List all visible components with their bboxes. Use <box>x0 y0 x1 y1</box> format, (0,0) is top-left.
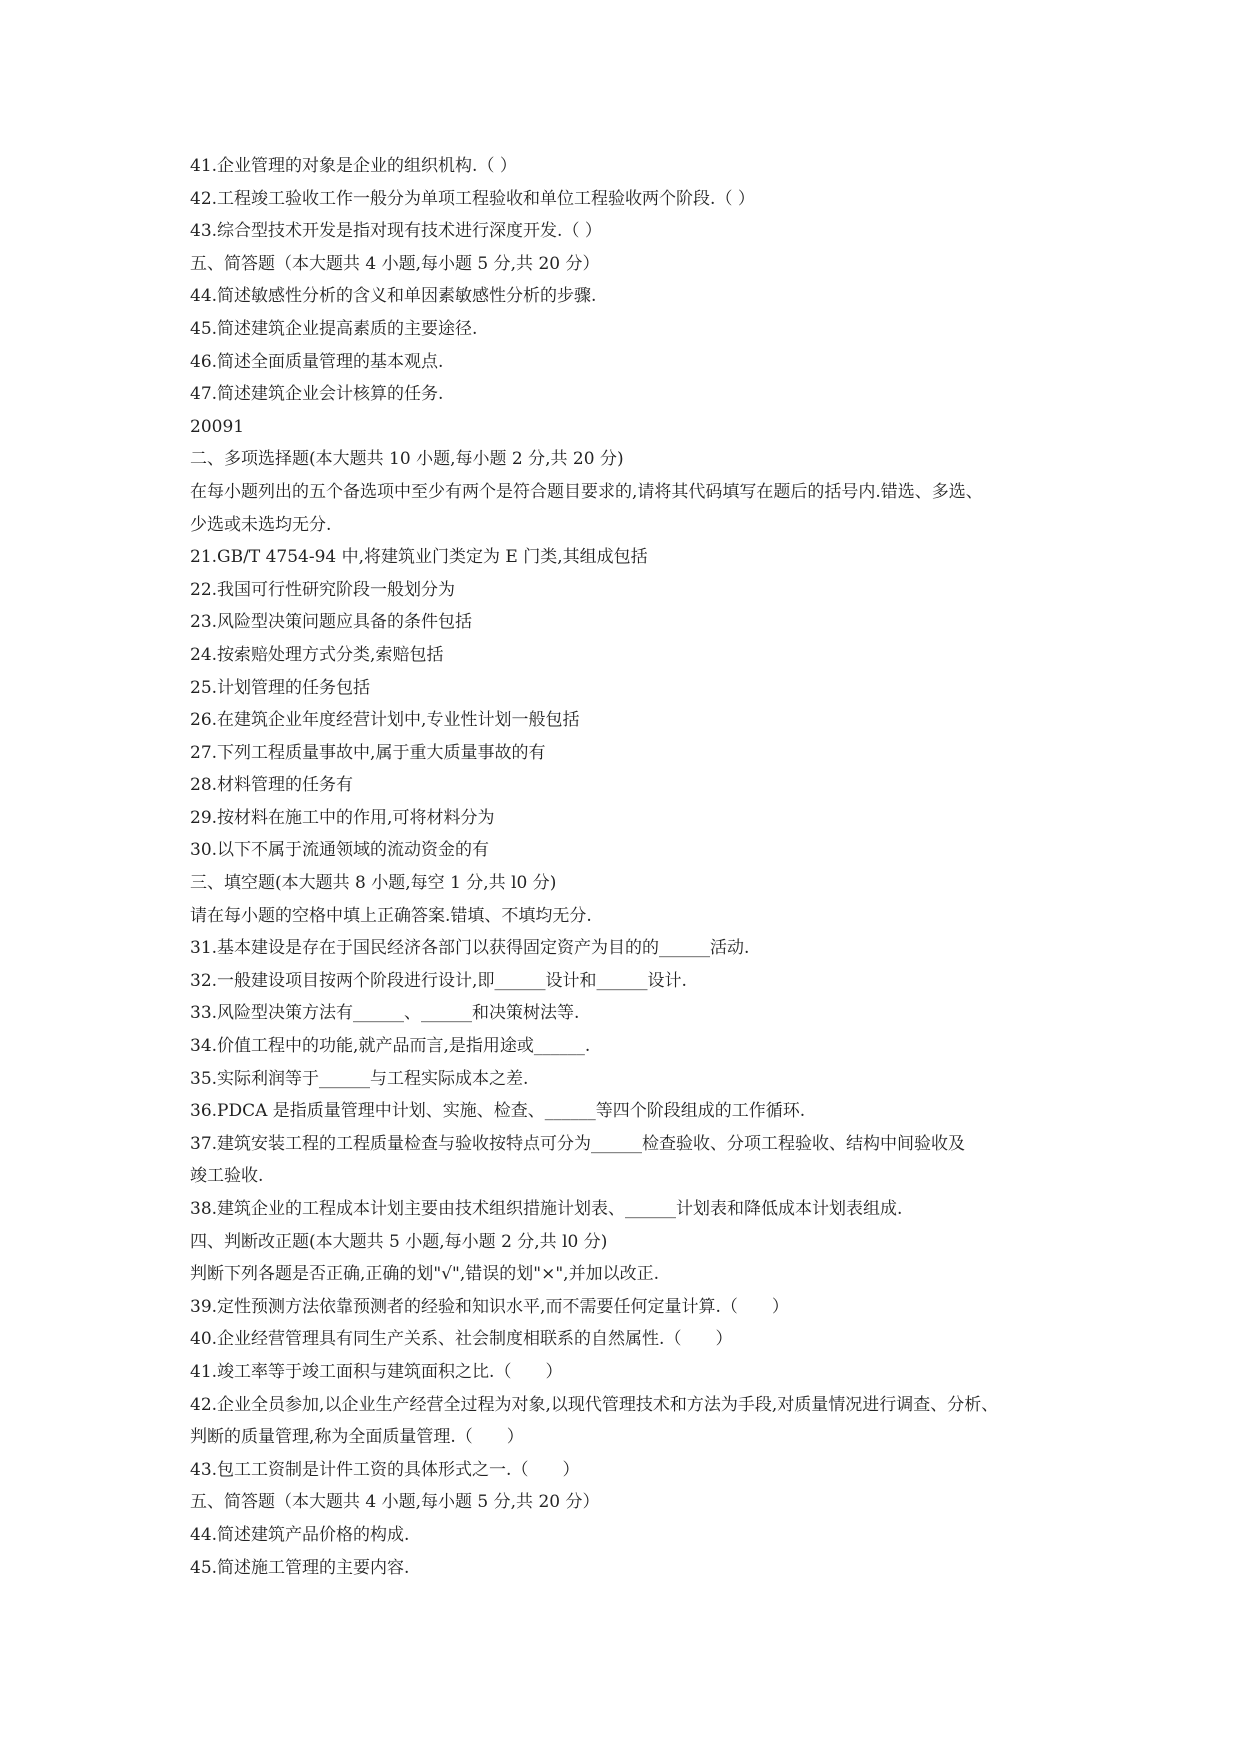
text-line: 31.基本建设是存在于国民经济各部门以获得固定资产为目的的______活动. <box>190 938 750 959</box>
text-line: 44.简述敏感性分析的含义和单因素敏感性分析的步骤. <box>190 286 597 307</box>
text-line: 判断的质量管理,称为全面质量管理.（ ） <box>190 1427 524 1448</box>
text-line: 33.风险型决策方法有______、______和决策树法等. <box>190 1003 580 1024</box>
text-line: 36.PDCA 是指质量管理中计划、实施、检查、______等四个阶段组成的工作循环. <box>190 1101 806 1122</box>
text-line: 21.GB/T 4754-94 中,将建筑业门类定为 E 门类,其组成包括 <box>190 547 648 568</box>
text-line: 46.简述全面质量管理的基本观点. <box>190 351 444 372</box>
text-line: 23.风险型决策问题应具备的条件包括 <box>190 612 473 633</box>
section-instruction: 判断下列各题是否正确,正确的划"√",错误的划"×",并加以改正. <box>190 1264 659 1285</box>
text-line: 竣工验收. <box>190 1166 264 1187</box>
text-line: 43.包工工资制是计件工资的具体形式之一.（ ） <box>190 1459 580 1480</box>
text-line: 29.按材料在施工中的作用,可将材料分为 <box>190 807 495 828</box>
text-line: 42.企业全员参加,以企业生产经营全过程为对象,以现代管理技术和方法为手段,对质量情况进行调查、分析、 <box>190 1394 999 1415</box>
section-instruction: 请在每小题的空格中填上正确答案.错填、不填均无分. <box>190 905 592 926</box>
section-heading: 四、判断改正题(本大题共 5 小题,每小题 2 分,共 l0 分) <box>190 1231 608 1252</box>
text-line: 34.价值工程中的功能,就产品而言,是指用途或______. <box>190 1036 591 1057</box>
text-line: 26.在建筑企业年度经营计划中,专业性计划一般包括 <box>190 710 580 731</box>
exam-code: 20091 <box>190 416 245 437</box>
text-line: 28.材料管理的任务有 <box>190 775 354 796</box>
text-line: 41.竣工率等于竣工面积与建筑面积之比.（ ） <box>190 1361 563 1382</box>
document-page <box>190 150 1070 1584</box>
section-heading: 五、简答题（本大题共 4 小题,每小题 5 分,共 20 分） <box>190 253 600 274</box>
text-line: 42.工程竣工验收工作一般分为单项工程验收和单位工程验收两个阶段.（ ） <box>190 188 755 209</box>
text-line: 25.计划管理的任务包括 <box>190 677 371 698</box>
text-line: 37.建筑安装工程的工程质量检查与验收按特点可分为______检查验收、分项工程验收、结构中间验收及 <box>190 1133 966 1154</box>
text-line: 22.我国可行性研究阶段一般划分为 <box>190 579 456 600</box>
text-line: 43.综合型技术开发是指对现有技术进行深度开发.（ ） <box>190 221 602 242</box>
section-heading: 五、简答题（本大题共 4 小题,每小题 5 分,共 20 分） <box>190 1492 600 1513</box>
text-line: 44.简述建筑产品价格的构成. <box>190 1524 410 1545</box>
section-instruction: 少选或未选均无分. <box>190 514 332 535</box>
text-line: 32.一般建设项目按两个阶段进行设计,即______设计和______设计. <box>190 970 687 991</box>
section-heading: 三、填空题(本大题共 8 小题,每空 1 分,共 l0 分) <box>190 873 557 894</box>
section-heading: 二、多项选择题(本大题共 10 小题,每小题 2 分,共 20 分) <box>190 449 624 470</box>
text-line: 27.下列工程质量事故中,属于重大质量事故的有 <box>190 742 546 763</box>
text-line: 38.建筑企业的工程成本计划主要由技术组织措施计划表、______计划表和降低成本计划表组成. <box>190 1199 903 1219</box>
text-line: 41.企业管理的对象是企业的组织机构.（ ） <box>190 156 517 176</box>
text-line: 47.简述建筑企业会计核算的任务. <box>190 384 444 405</box>
text-line: 30.以下不属于流通领域的流动资金的有 <box>190 840 490 861</box>
text-line: 45.简述施工管理的主要内容. <box>190 1557 410 1578</box>
text-line: 45.简述建筑企业提高素质的主要途径. <box>190 318 478 339</box>
section-instruction: 在每小题列出的五个备选项中至少有两个是符合题目要求的,请将其代码填写在题后的括号内.错选、多选、 <box>190 481 983 502</box>
text-line: 39.定性预测方法依靠预测者的经验和知识水平,而不需要任何定量计算.（ ） <box>190 1296 789 1317</box>
text-line: 35.实际利润等于______与工程实际成本之差. <box>190 1068 529 1089</box>
text-line: 24.按索赔处理方式分类,索赔包括 <box>190 644 444 665</box>
text-line: 40.企业经营管理具有同生产关系、社会制度相联系的自然属性.（ ） <box>190 1329 733 1350</box>
